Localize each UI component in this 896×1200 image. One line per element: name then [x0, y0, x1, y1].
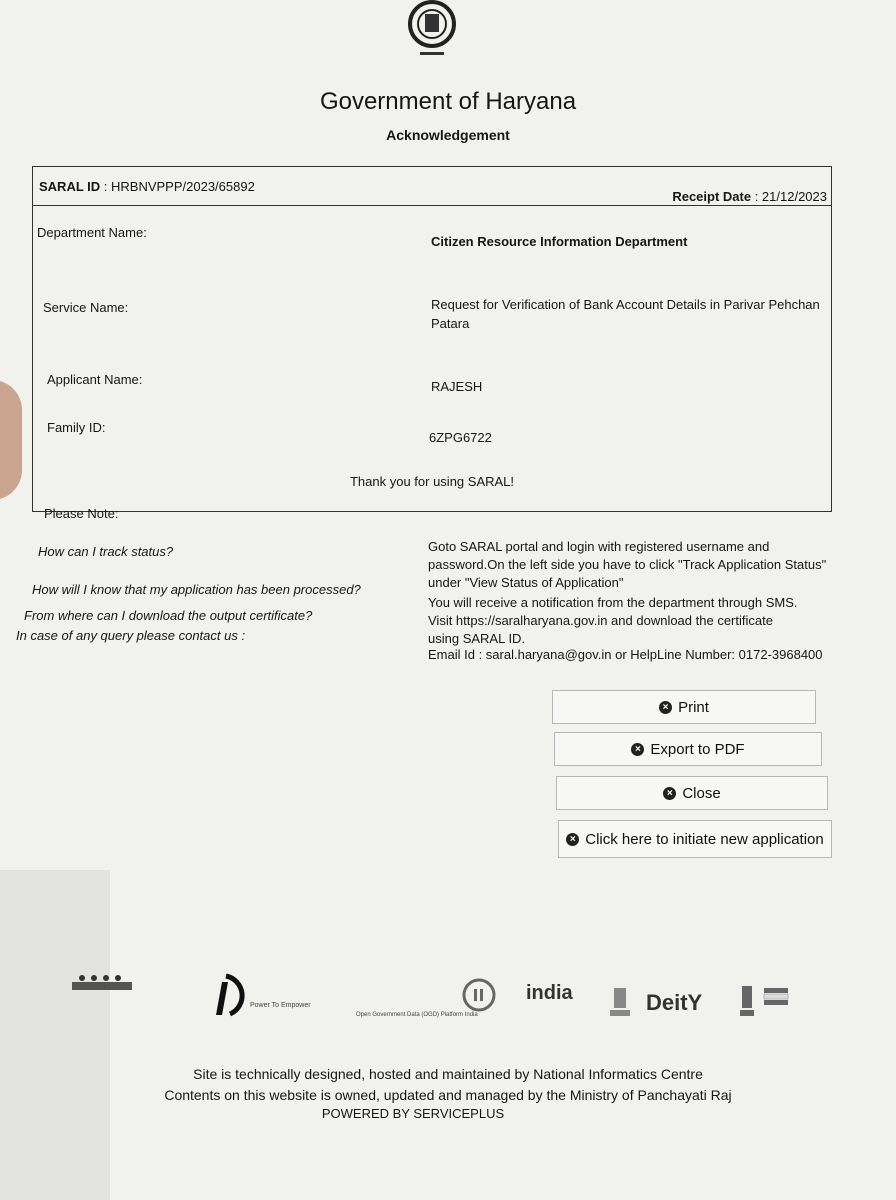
faq-answer: Visit https://saralharyana.gov.in and download the certificate using SARAL ID.: [428, 613, 773, 646]
saral-id: [39, 179, 255, 194]
please-note-heading: Please Note:: [44, 506, 119, 521]
national-emblem-icon: [608, 984, 632, 1020]
page-title: Government of Haryana: [319, 88, 577, 115]
footer-line-3: POWERED BY SERVICEPLUS: [321, 1106, 505, 1121]
receipt-header: [33, 167, 831, 206]
faq-answer: Email Id : saral.haryana@gov.in or HelpLine Number: 0172-3968400: [428, 647, 823, 662]
close-circle-icon: ×: [631, 743, 644, 756]
close-button[interactable]: [556, 776, 828, 810]
faq-question: How will I know that my application has been processed?: [32, 582, 361, 597]
applicant-name-value: RAJESH: [431, 379, 483, 394]
export-pdf-button-label: Export to PDF: [650, 740, 745, 758]
india-gov-logo: india: [526, 982, 573, 1004]
new-application-button-label: Click here to initiate new application: [585, 830, 824, 848]
thank-you-message: Thank you for using SARAL!: [349, 474, 515, 489]
receipt-date-value: : 21/12/2023: [754, 189, 827, 204]
saral-id-label: SARAL ID: [39, 179, 101, 194]
close-circle-icon: ×: [663, 787, 676, 800]
receipt-date: [672, 189, 827, 204]
di-tagline: Power To Empower: [250, 1002, 311, 1009]
faq-answer: Goto SARAL portal and login with registered username and password.On the left side you have to click "Track Application Status" under "View Status of Application": [428, 539, 827, 590]
faq-question: How can I track status?: [38, 544, 174, 559]
shadow-overlay: [0, 870, 110, 1200]
faq-question: From where can I download the output certificate?: [24, 608, 313, 623]
haryana-emblem-icon: [396, 0, 468, 62]
partner-logos: [0, 960, 896, 1030]
footer-line-2: Contents on this website is owned, updated and managed by the Ministry of Panchayati Raj: [164, 1087, 732, 1103]
service-name-label: Service Name:: [43, 300, 129, 315]
close-circle-icon: ×: [659, 701, 672, 714]
print-button[interactable]: [552, 690, 816, 724]
faq-question: In case of any query please contact us :: [16, 628, 246, 643]
department-name-value: Citizen Resource Information Department: [431, 234, 688, 249]
footer-line-1: Site is technically designed, hosted and maintained by National Informatics Centre: [193, 1066, 703, 1082]
close-circle-icon: ×: [566, 833, 579, 846]
new-application-button[interactable]: [558, 820, 832, 858]
deity-logo: DeitY: [646, 990, 703, 1015]
saral-id-value: : HRBNVPPP/2023/65892: [103, 179, 255, 194]
page-subtitle: Acknowledgement: [386, 127, 510, 143]
receipt-box: [32, 166, 832, 512]
service-name-value: Request for Verification of Bank Account Details in Parivar Pehchan Patara: [431, 297, 820, 331]
digital-india-logo-icon: [208, 970, 248, 1020]
ogd-label: Open Government Data (OGD) Platform India: [356, 1012, 478, 1018]
ogd-logo-icon: [462, 978, 496, 1012]
print-button-label: Print: [678, 698, 709, 716]
export-pdf-button[interactable]: [554, 732, 822, 766]
finger-overlay: [0, 380, 22, 500]
emblem-flag-icon: [738, 982, 790, 1022]
family-id-label: Family ID:: [47, 420, 106, 435]
family-id-value: 6ZPG6722: [429, 430, 492, 445]
applicant-name-label: Applicant Name:: [47, 372, 143, 387]
department-name-label: Department Name:: [37, 225, 147, 240]
close-button-label: Close: [682, 784, 721, 802]
receipt-date-label: Receipt Date: [672, 189, 752, 204]
faq-answer: You will receive a notification from the department through SMS.: [428, 595, 798, 610]
